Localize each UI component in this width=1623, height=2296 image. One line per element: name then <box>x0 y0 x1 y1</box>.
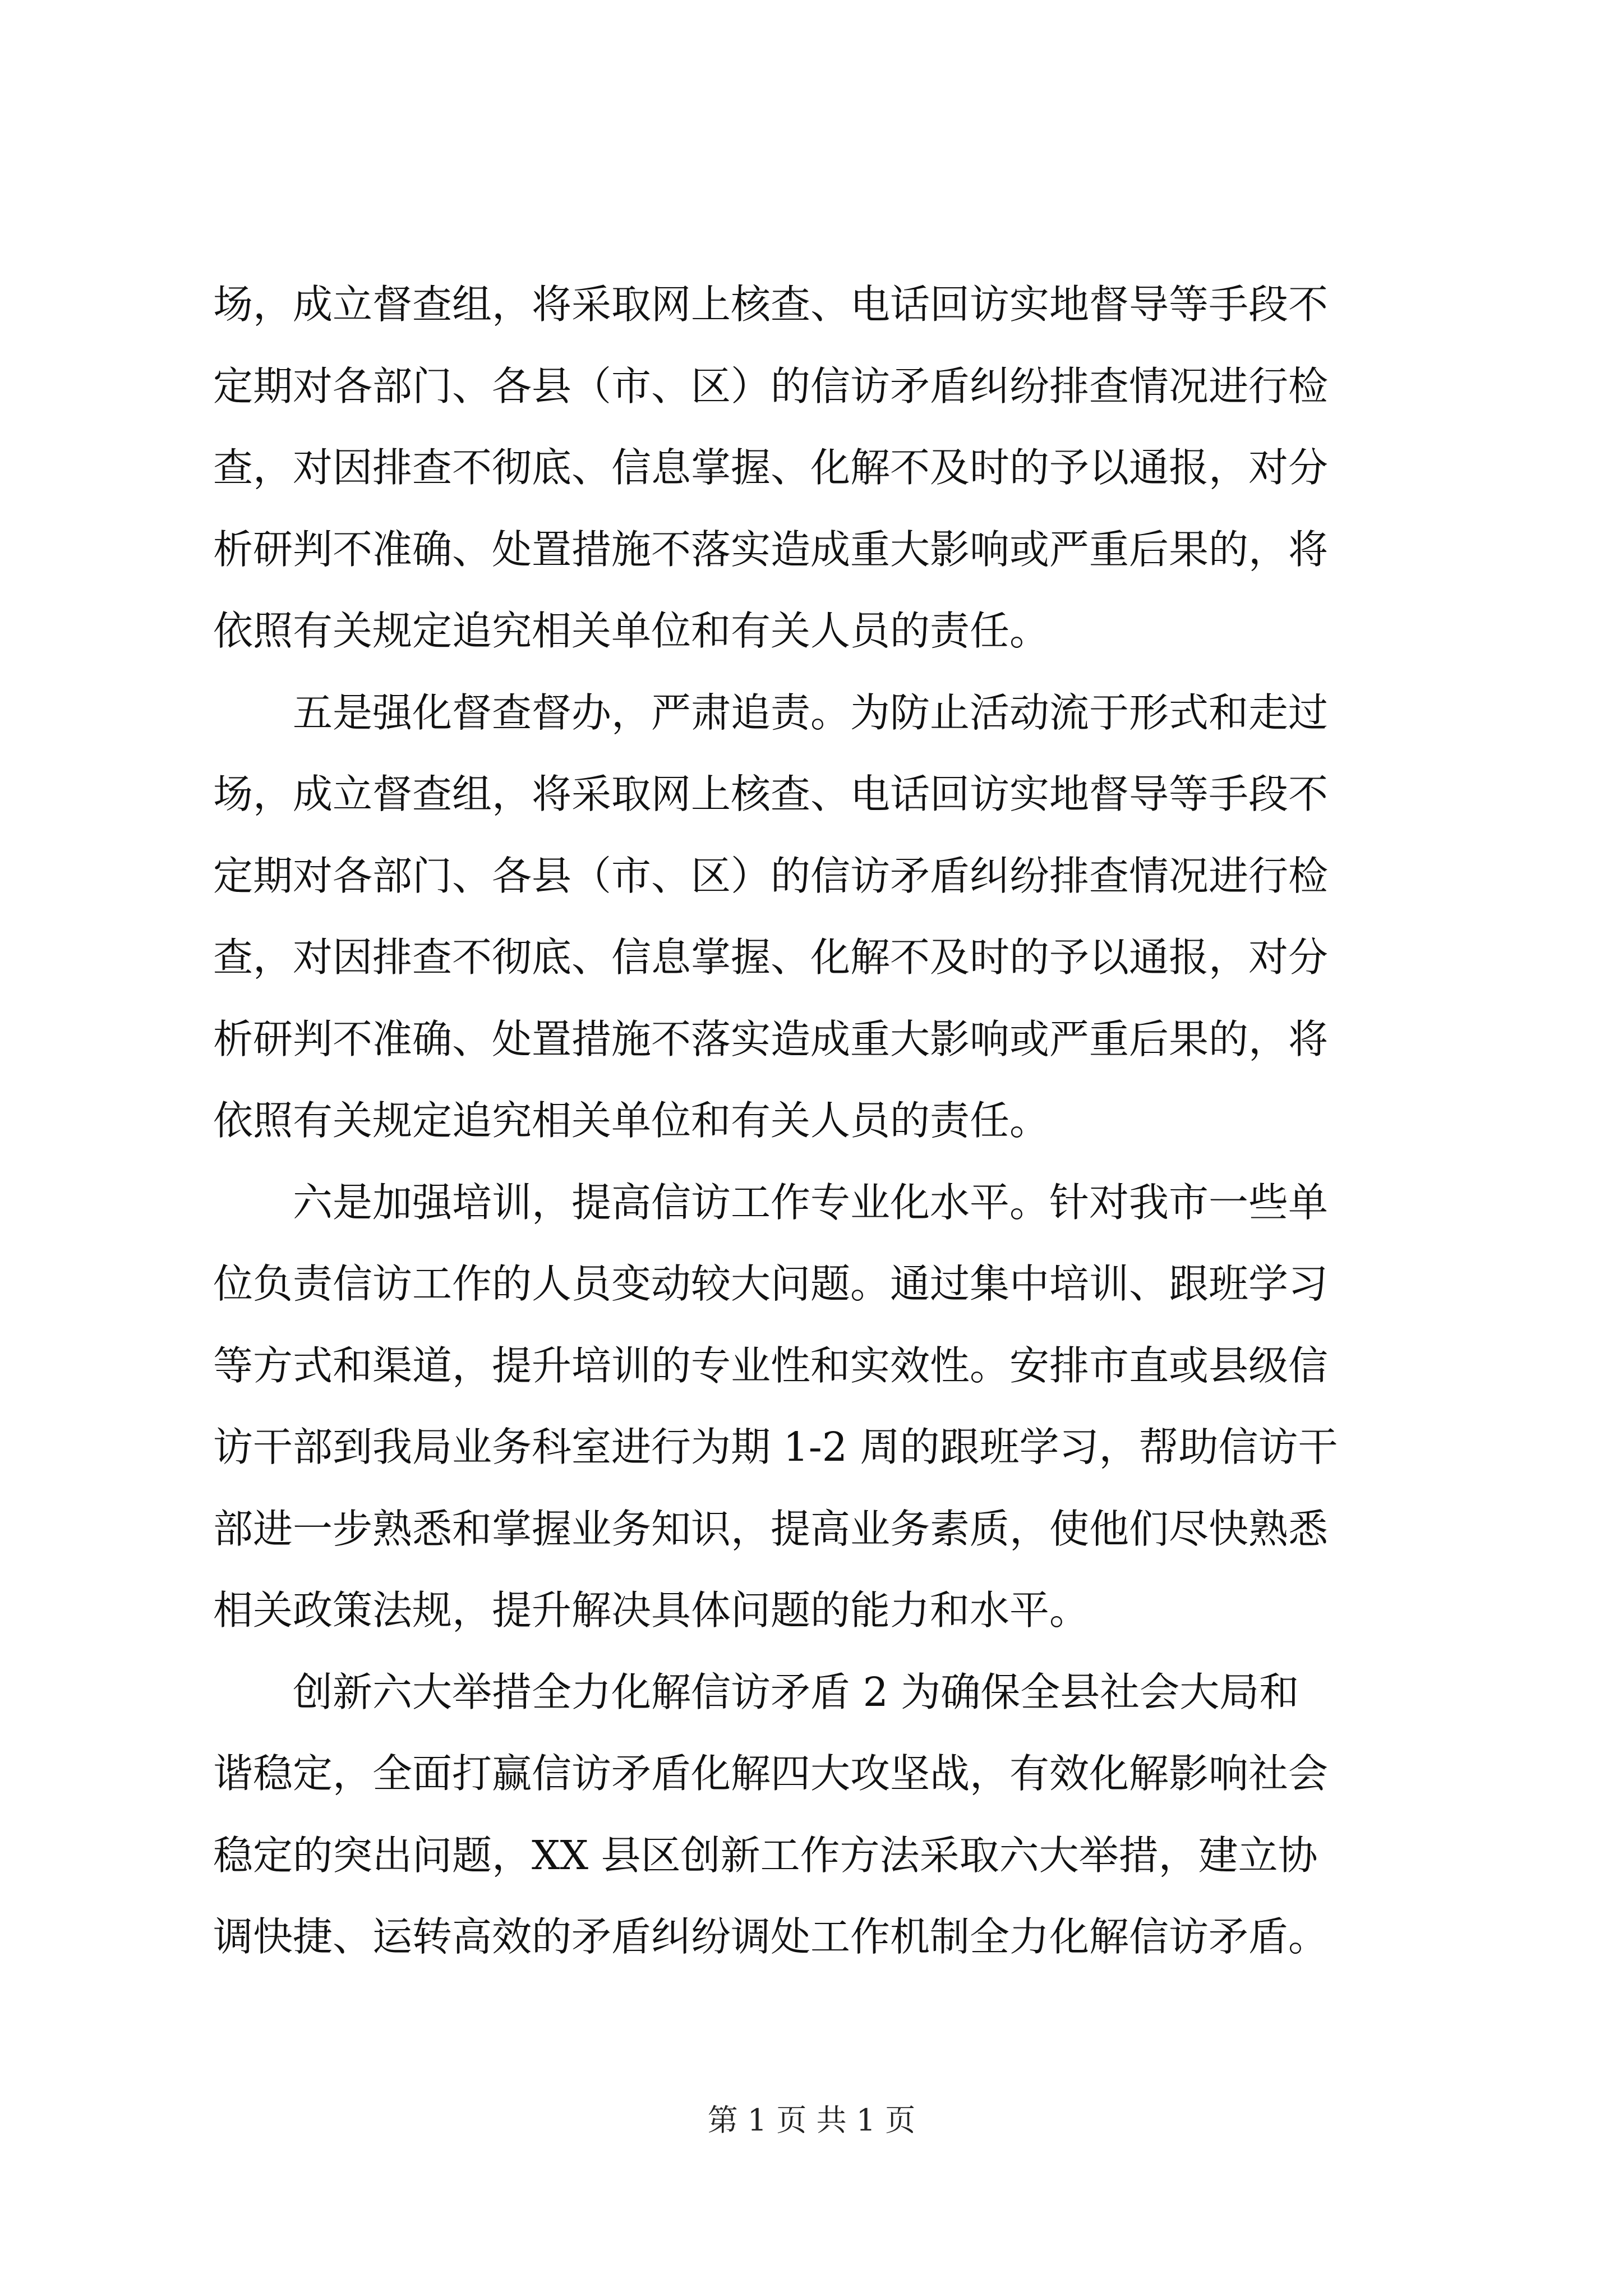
text-line: 依照有关规定追究相关单位和有关人员的责任。 <box>213 608 1050 654</box>
text-line: 位负责信访工作的人员变动较大问题。通过集中培训、跟班学习 <box>213 1260 1329 1307</box>
text-line: 部进一步熟悉和掌握业务知识，提高业务素质，使他们尽快熟悉 <box>213 1505 1329 1552</box>
text-line: 析研判不准确、处置措施不落实造成重大影响或严重后果的，将 <box>213 526 1329 573</box>
text-line: 依照有关规定追究相关单位和有关人员的责任。 <box>213 1097 1050 1144</box>
text-line: 访干部到我局业务科室进行为期 1-2 周的跟班学习，帮助信访干 <box>213 1424 1338 1470</box>
document-body <box>213 264 1424 1978</box>
text-line: 查，对因排查不彻底、信息掌握、化解不及时的予以通报，对分 <box>213 444 1329 491</box>
text-line: 稳定的突出问题，XX 县区创新工作方法采取六大举措，建立协 <box>213 1832 1318 1879</box>
paragraph-start-line: 创新六大举措全力化解信访矛盾 2 为确保全县社会大局和 <box>293 1668 1299 1715</box>
page-number-label: 第 1 页 共 1 页 <box>707 2102 916 2138</box>
text-line: 调快捷、运转高效的矛盾纠纷调处工作机制全力化解信访矛盾。 <box>213 1913 1329 1960</box>
text-line: 定期对各部门、各县（市、区）的信访矛盾纠纷排查情况进行检 <box>213 362 1329 409</box>
text-line: 析研判不准确、处置措施不落实造成重大影响或严重后果的，将 <box>213 1015 1329 1062</box>
page-footer <box>0 2101 1623 2140</box>
paragraph-start-line: 六是加强培训，提高信访工作专业化水平。针对我市一些单 <box>293 1179 1329 1226</box>
text-line: 相关政策法规，提升解决具体问题的能力和水平。 <box>213 1587 1090 1634</box>
text-line: 谐稳定，全面打赢信访矛盾化解四大攻坚战，有效化解影响社会 <box>213 1750 1329 1797</box>
text-line: 场，成立督查组，将采取网上核查、电话回访实地督导等手段不 <box>213 281 1329 328</box>
text-line: 查，对因排查不彻底、信息掌握、化解不及时的予以通报，对分 <box>213 934 1329 981</box>
text-line: 场，成立督查组，将采取网上核查、电话回访实地督导等手段不 <box>213 771 1329 817</box>
text-line: 定期对各部门、各县（市、区）的信访矛盾纠纷排查情况进行检 <box>213 852 1329 899</box>
text-line: 等方式和渠道，提升培训的专业性和实效性。安排市直或县级信 <box>213 1342 1329 1389</box>
paragraph-start-line: 五是强化督查督办，严肃追责。为防止活动流于形式和走过 <box>293 689 1329 736</box>
